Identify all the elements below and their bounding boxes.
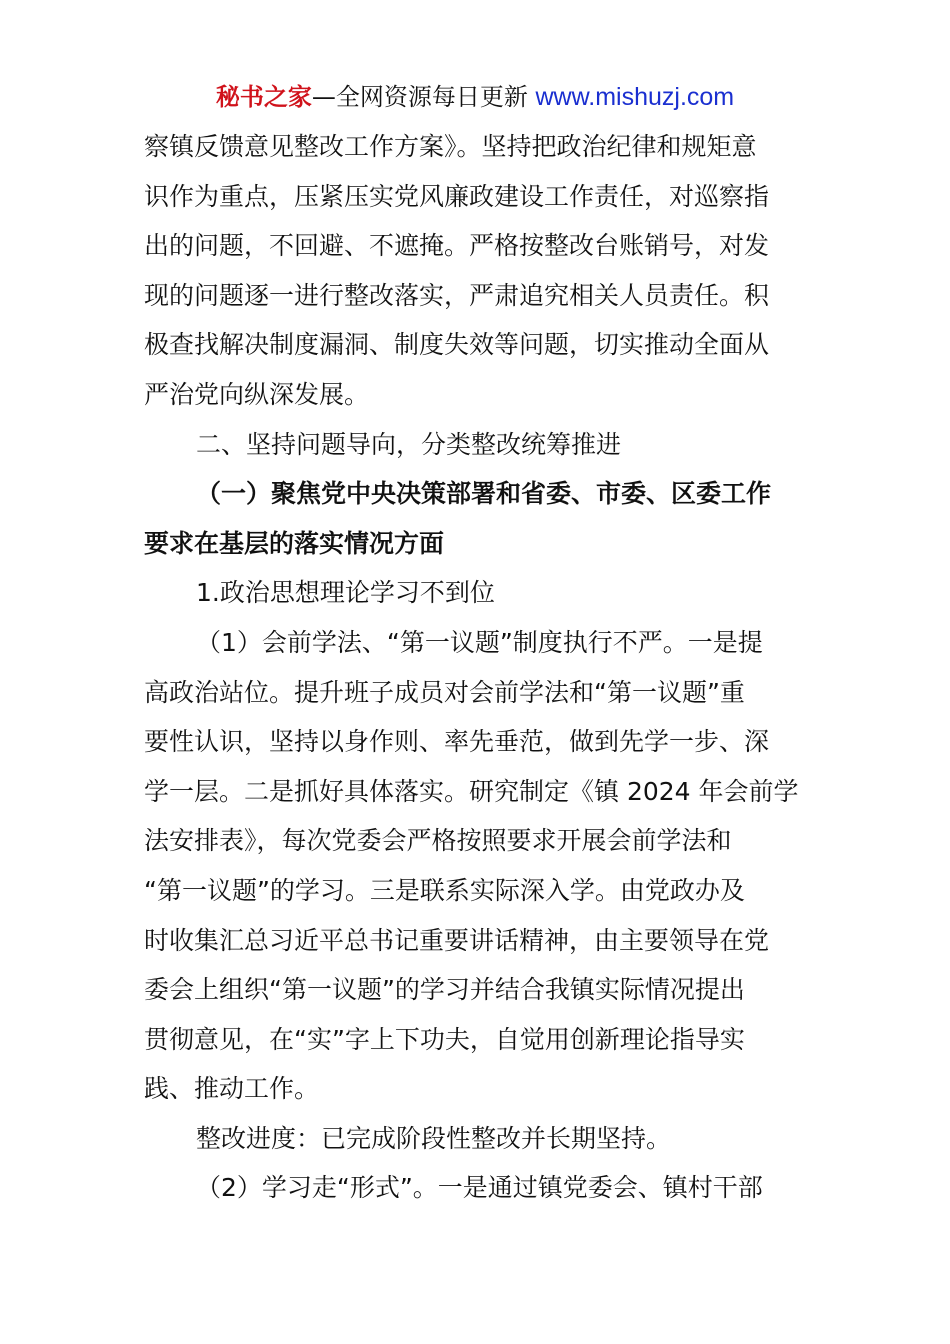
section-heading: 二、坚持问题导向，分类整改统筹推进 xyxy=(196,429,622,459)
brand-name: 秘书之家 xyxy=(215,83,312,111)
subsection-heading: （一）聚焦党中央决策部署和省委、市委、区委工作 xyxy=(196,479,772,509)
site-tagline: —全网资源每日更新 xyxy=(311,83,536,111)
subsection-heading-continued: 要求在基层的落实情况方面 xyxy=(144,528,445,558)
paragraph-line: “第一议题”的学习。三是联系实际深入学。由党政办及 xyxy=(144,875,745,905)
paragraph-line: （2）学习走“形式”。一是通过镇党委会、镇村干部 xyxy=(196,1173,763,1203)
paragraph-line: 学一层。二是抓好具体落实。研究制定《镇 2024 年会前学 xyxy=(144,776,799,806)
paragraph-line: 践、推动工作。 xyxy=(144,1074,320,1104)
paragraph-line: 出的问题，不回避、不遮掩。严格按整改台账销号，对发 xyxy=(144,231,770,261)
paragraph-line: （1）会前学法、“第一议题”制度执行不严。一是提 xyxy=(196,627,763,657)
paragraph-line: 严治党向纵深发展。 xyxy=(144,379,370,409)
site-header xyxy=(0,80,950,114)
paragraph-line: 贯彻意见，在“实”字上下功夫，自觉用创新理论指导实 xyxy=(144,1024,745,1054)
paragraph-line: 极查找解决制度漏洞、制度失效等问题，切实推动全面从 xyxy=(144,330,770,360)
paragraph-line: 要性认识，坚持以身作则、率先垂范，做到先学一步、深 xyxy=(144,727,770,757)
progress-status-line: 整改进度：已完成阶段性整改并长期坚持。 xyxy=(196,1123,672,1153)
paragraph-line: 时收集汇总习近平总书记重要讲话精神，由主要领导在党 xyxy=(144,925,770,955)
document-body xyxy=(144,122,814,1213)
site-url-link[interactable]: www.mishuzj.com xyxy=(535,83,735,111)
paragraph-line: 高政治站位。提升班子成员对会前学法和“第一议题”重 xyxy=(144,677,745,707)
paragraph-line: 现的问题逐一进行整改落实，严肃追究相关人员责任。积 xyxy=(144,280,770,310)
paragraph-line: 察镇反馈意见整改工作方案》。坚持把政治纪律和规矩意 xyxy=(144,132,757,161)
item-heading: 1.政治思想理论学习不到位 xyxy=(196,578,495,608)
paragraph-line: 法安排表》，每次党委会严格按照要求开展会前学法和 xyxy=(144,826,732,856)
paragraph-line: 识作为重点，压紧压实党风廉政建设工作责任，对巡察指 xyxy=(144,181,770,211)
paragraph-line: 委会上组织“第一议题”的学习并结合我镇实际情况提出 xyxy=(144,975,745,1005)
